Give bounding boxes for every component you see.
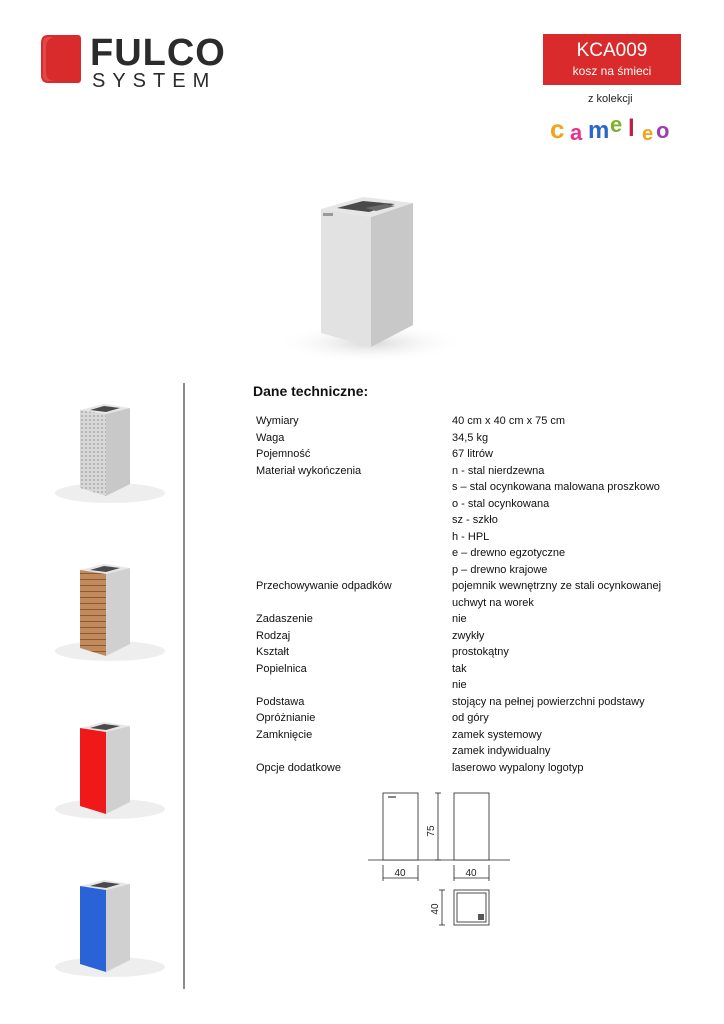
collection-logo-letter: c [550,114,565,144]
spec-value: n - stal nierdzewna [452,464,545,477]
spec-key: Kształt [256,646,290,658]
collection-logo-letter: e [610,112,623,137]
spec-key [256,529,452,546]
spec-key [256,562,452,579]
section-title: Dane techniczne: [253,383,369,399]
spec-value: 40 cm x 40 cm x 75 cm [452,415,566,427]
dimension-width-front-label: 40 [394,868,406,879]
dimension-height-label: 75 [426,825,437,837]
spec-key: Podstawa [256,695,305,708]
spec-value: 67 litrów [452,448,493,460]
spec-value: uchwyt na worek [452,596,534,609]
product-description: kosz na śmieci [572,64,652,78]
spec-key [256,743,452,760]
spec-row [256,710,686,727]
variant-thumbnail-perforated[interactable] [40,398,166,508]
spec-row [256,512,686,529]
collection-logo-letter: a [570,120,583,145]
spec-row [256,628,686,645]
collection-logo-letter: l [628,115,635,142]
main-product-image [245,175,480,380]
collection-logo-letter: e [642,123,654,145]
spec-key [256,595,452,612]
brand-subname: SYSTEM [92,70,217,92]
spec-value: o - stal ocynkowana [452,497,550,510]
spec-value: h - HPL [452,530,490,543]
dimension-drawing [360,785,530,935]
spec-row [256,727,686,744]
spec-key [256,479,452,496]
fulco-system-logo [40,32,280,92]
spec-key: Opróżnianie [256,712,316,724]
spec-key: Zadaszenie [256,613,313,625]
spec-row [256,479,686,496]
collection-logo-letter: o [656,118,670,143]
spec-row [256,611,686,628]
brand-name: FULCO [90,32,226,74]
spec-key [256,545,452,562]
spec-value: zwykły [452,629,485,642]
spec-key: Opcje dodatkowe [256,761,341,774]
spec-row [256,677,686,694]
spec-value: stojący na pełnej powierzchni podstawy [452,695,645,708]
spec-value: laserowo wypalony logotyp [452,761,584,774]
spec-row [256,661,686,678]
variant-thumbnail-red[interactable] [40,714,166,824]
collection-label: z kolekcji [588,93,633,105]
spec-value: zamek systemowy [452,728,542,741]
dimension-depth-label: 40 [430,903,441,915]
product-code: KCA009 [576,40,648,61]
spec-key: Materiał wykończenia [256,464,362,477]
spec-value: s – stal ocynkowana malowana proszkowo [452,481,660,493]
spec-key [256,512,452,529]
spec-key: Popielnica [256,662,307,675]
vertical-divider [183,383,185,989]
spec-row [256,529,686,546]
spec-row [256,562,686,579]
spec-row [256,694,686,711]
spec-key: Zamknięcie [256,728,313,741]
spec-row [256,413,686,430]
spec-value: p – drewno krajowe [452,563,548,576]
spec-key: Waga [256,431,285,444]
spec-key: Pojemność [256,448,311,460]
spec-row [256,463,686,480]
logo-mark-icon [40,33,81,85]
variant-thumbnail-wood[interactable] [40,556,166,666]
variant-thumbnail-blue[interactable] [40,872,166,982]
spec-row [256,430,686,447]
spec-value: od góry [452,712,489,724]
spec-key: Przechowywanie odpadków [256,580,392,592]
spec-value: tak [452,662,467,675]
spec-key [256,496,452,513]
spec-value: nie [452,613,467,625]
spec-row [256,446,686,463]
spec-row [256,595,686,612]
spec-value: 34,5 kg [452,431,489,444]
spec-table [256,413,686,776]
collection-logo-letter: m [588,117,610,144]
cameleo-collection-logo [548,110,678,146]
dimension-width-side-label: 40 [465,868,477,879]
spec-value: e – drewno egzotyczne [452,547,566,559]
spec-value: prostokątny [452,646,509,658]
spec-row [256,760,686,777]
spec-row [256,545,686,562]
spec-key: Wymiary [256,415,299,427]
spec-row [256,644,686,661]
spec-row [256,578,686,595]
spec-key [256,677,452,694]
spec-value: sz - szkło [452,514,498,526]
spec-key: Rodzaj [256,629,291,642]
spec-row [256,743,686,760]
product-code-badge [543,34,681,85]
spec-value: nie [452,679,467,691]
spec-value: zamek indywidualny [452,745,551,757]
spec-value: pojemnik wewnętrzny ze stali ocynkowanej [452,580,662,592]
spec-row [256,496,686,513]
